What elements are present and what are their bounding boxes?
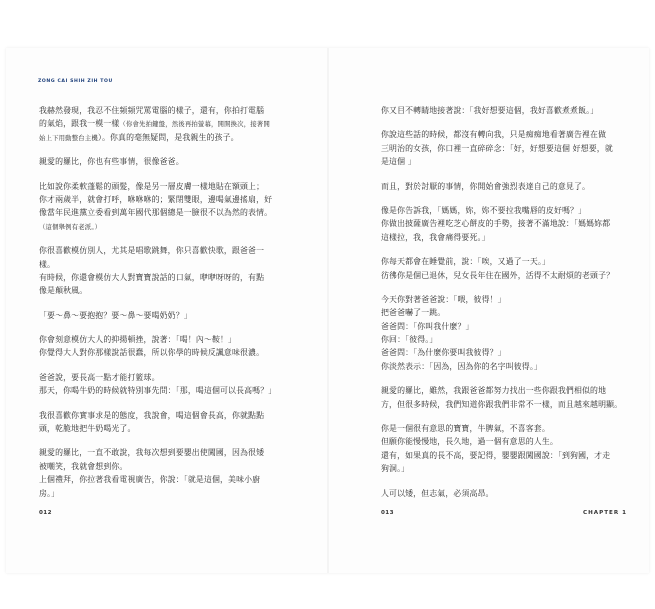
line-text: 親愛的羅比，你也有些事情，很像爸爸。 <box>39 157 184 167</box>
line-text: 爸爸說，要長高一點才能打籃球。 <box>39 372 160 382</box>
line-text: 上個禮拜，你拉著我看電視廣告，你說：「就是這個，美味小廚 <box>39 475 261 485</box>
text-line <box>381 360 633 373</box>
line-text: 是這個 」 <box>381 157 416 167</box>
text-line <box>39 384 301 397</box>
line-text: 爸爸問：「你叫我什麼？」 <box>381 321 474 331</box>
text-line <box>381 217 633 230</box>
paragraph-gap <box>39 435 301 446</box>
line-text: 三明治的女孩，你口裡一直碎碎念：「好，好想要這個 好想要，就 <box>381 143 613 153</box>
paragraph-gap <box>39 298 301 309</box>
text-line <box>381 142 633 155</box>
text-line <box>39 220 301 233</box>
line-text: 頭，乾脆地把牛奶喝光了。 <box>39 424 136 434</box>
line-text: 親愛的羅比，一直不敢說，我每次想到要嬰出使闖國，因為很矮 <box>39 448 265 458</box>
line-text: 像是你告訴我，「媽媽，妳，妳不要拉我嘴唇的皮好嗎？」 <box>381 205 587 215</box>
line-text: 但願你能慢慢地，長久地，過一個有意思的人生。 <box>381 437 558 447</box>
page-number-right: 013 <box>381 510 394 516</box>
text-line <box>381 333 633 346</box>
line-text: 像是顛秋風。 <box>39 286 88 296</box>
left-page <box>6 48 327 573</box>
text-line <box>39 333 301 346</box>
line-text: 今天你對著爸爸說：「喂，彼得！」 <box>381 294 506 304</box>
line-text: 的氣焰，跟我一模一樣 <box>39 119 120 129</box>
paragraph-gap <box>381 193 633 204</box>
line-text: 你每天都會在睡覺前，說：「唉，又過了一天。」 <box>381 257 550 267</box>
text-line <box>39 180 301 193</box>
text-line <box>381 293 633 306</box>
paragraph-gap <box>39 233 301 244</box>
line-text: 把爸爸嚇了一跳。 <box>381 308 446 318</box>
line-text: 人可以矮，但志氣，必須高昂。 <box>381 488 494 498</box>
line-text: 你覺得大人對你那樣說話很蠢，所以你學的時候反諷意味很濃。 <box>39 348 265 358</box>
paragraph-gap <box>381 117 633 128</box>
line-text: 你是一個很有意思的寶寶，牛脾氣，不喜客套。 <box>381 424 550 434</box>
paragraph-gap <box>39 169 301 180</box>
text-line <box>381 204 633 217</box>
paragraph-gap <box>381 476 633 487</box>
line-text: 你回：「彼得。」 <box>381 335 438 345</box>
line-text: 彷彿你是個已退休，兒女長年住在國外，活得不太耐煩的老頭子？ <box>381 270 615 280</box>
paragraph-gap <box>39 322 301 333</box>
line-text: 有時候，你還會模仿大人對寶寶說話的口氣，咿咿呀呀的，有點 <box>39 272 265 282</box>
line-text: 你淡然表示：「因為，因為你的名字叫彼得。」 <box>381 361 542 371</box>
text-line <box>381 255 633 268</box>
line-text: 你做出披薩廣告裡吃芝心餅皮的手勢，接著不滿地說：「媽媽妳都 <box>381 219 611 229</box>
text-line <box>381 346 633 359</box>
paragraph-gap <box>381 244 633 255</box>
inline-aside: 始上下用動整台主機 <box>39 133 98 142</box>
chapter-label: CHAPTER 1 <box>583 510 627 516</box>
text-line <box>381 449 633 462</box>
text-line <box>381 269 633 282</box>
line-text: 我赫然發現，我忍不住頻頻咒罵電腦的樣子，還有，你拍打電腦 <box>39 106 265 115</box>
text-line <box>39 193 301 206</box>
line-text: 比如說你柔軟蓬鬆的頭髮，像是另一層皮膚一樣地貼在額頭上； <box>39 181 265 191</box>
inline-aside: （你會先拍鍵盤，然後再拍螢幕，開開換次，接著開 <box>119 120 270 129</box>
paragraph-gap <box>381 282 633 293</box>
text-line <box>39 446 301 459</box>
book-spread <box>6 48 649 573</box>
text-line <box>381 487 633 500</box>
line-text: 親愛的羅比，雖然，我跟爸爸都努力找出一些你跟我們相似的地 <box>381 386 607 396</box>
line-text: 還有，如果真的長不高，要記得，嬰嬰跟闖國說：「到狗國，才走 <box>381 450 611 460</box>
line-text: 狗洞。」 <box>381 464 410 474</box>
line-text: 爸爸問：「為什麼你要叫我彼得？」 <box>381 348 506 358</box>
left-page-body <box>39 104 301 500</box>
line-text: 被嘲笑，我就會想到你。 <box>39 461 128 471</box>
text-line <box>39 460 301 473</box>
text-line <box>381 180 633 193</box>
text-line <box>39 371 301 384</box>
line-text: 樣。 <box>39 259 56 269</box>
text-line <box>381 398 633 411</box>
text-line <box>381 231 633 244</box>
text-line <box>381 462 633 475</box>
line-text: 方，但很多時候，我們知道你跟我們非常不一樣，而且越來越明顯。 <box>381 399 623 409</box>
text-line <box>39 117 301 130</box>
line-text: 而且，對於討厭的事情，你開始會強烈表達自己的意見了。 <box>381 181 591 191</box>
text-line <box>39 244 301 257</box>
paragraph-gap <box>381 411 633 422</box>
text-line <box>39 409 301 422</box>
line-text: 你又目不轉睛地接著說：「我好想要這個，我好喜歡煮煮飯。」 <box>381 106 599 115</box>
text-line <box>381 104 633 117</box>
text-line <box>39 131 301 144</box>
line-text: 你才兩歲半，就會打呼，咻咻咻的；緊閉雙眼，邊喝氣邊搖扇，好 <box>39 194 273 204</box>
paragraph-gap <box>381 169 633 180</box>
line-text: 房。」 <box>39 488 60 498</box>
line-text: 像當年民進黨立委看到萬年國代那個總是一臉很不以為然的表情。 <box>39 208 273 218</box>
line-text: 那天，你喝牛奶的時候就特別事先問：「那，喝這個可以長高嗎？」 <box>39 386 277 396</box>
text-line <box>39 284 301 297</box>
line-text: 「要～鼻～要抱抱？要～鼻～要喝奶奶？」 <box>39 310 192 320</box>
right-page-body <box>381 104 633 500</box>
line-text: 你會刻意模仿大人的抑揚頓挫，說著：「喝！內～鞍！」 <box>39 335 237 345</box>
right-page <box>329 48 649 573</box>
line-text: 這樣拉，我，我會痛得要死。」 <box>381 232 490 242</box>
text-line <box>39 473 301 486</box>
text-line <box>381 384 633 397</box>
text-line <box>381 320 633 333</box>
paragraph-gap <box>39 144 301 155</box>
text-line <box>381 155 633 168</box>
text-line <box>39 271 301 284</box>
text-line <box>381 306 633 319</box>
text-line <box>39 309 301 322</box>
text-line <box>381 422 633 435</box>
line-text: 你很喜歡模仿別人，尤其是唱歌跳舞，你只喜歡快歌，跟爸爸一 <box>39 246 265 256</box>
text-line <box>39 155 301 168</box>
text-line <box>39 346 301 359</box>
line-text: 我很喜歡你實事求是的態度，我說會，喝這個會長高，你就點點 <box>39 410 265 420</box>
text-line <box>39 487 301 500</box>
text-line <box>39 422 301 435</box>
line-text: ）。你真的毫無疑問，是我親生的孩子。 <box>97 132 239 142</box>
paragraph-gap <box>39 360 301 371</box>
line-text: 你說這些話的時候，都沒有轉向我，只是痴痴地看著廣告裡在做 <box>381 130 607 140</box>
text-line <box>381 128 633 141</box>
text-line <box>39 258 301 271</box>
paragraph-gap <box>381 373 633 384</box>
text-line <box>39 206 301 219</box>
running-head: ZONG CAI SHIH ZIH TOU <box>38 79 113 84</box>
inline-aside: （這個舉例有老派。） <box>39 222 102 231</box>
text-line <box>381 435 633 448</box>
page-number-left: 012 <box>39 510 52 516</box>
text-line <box>39 104 301 117</box>
paragraph-gap <box>39 398 301 409</box>
